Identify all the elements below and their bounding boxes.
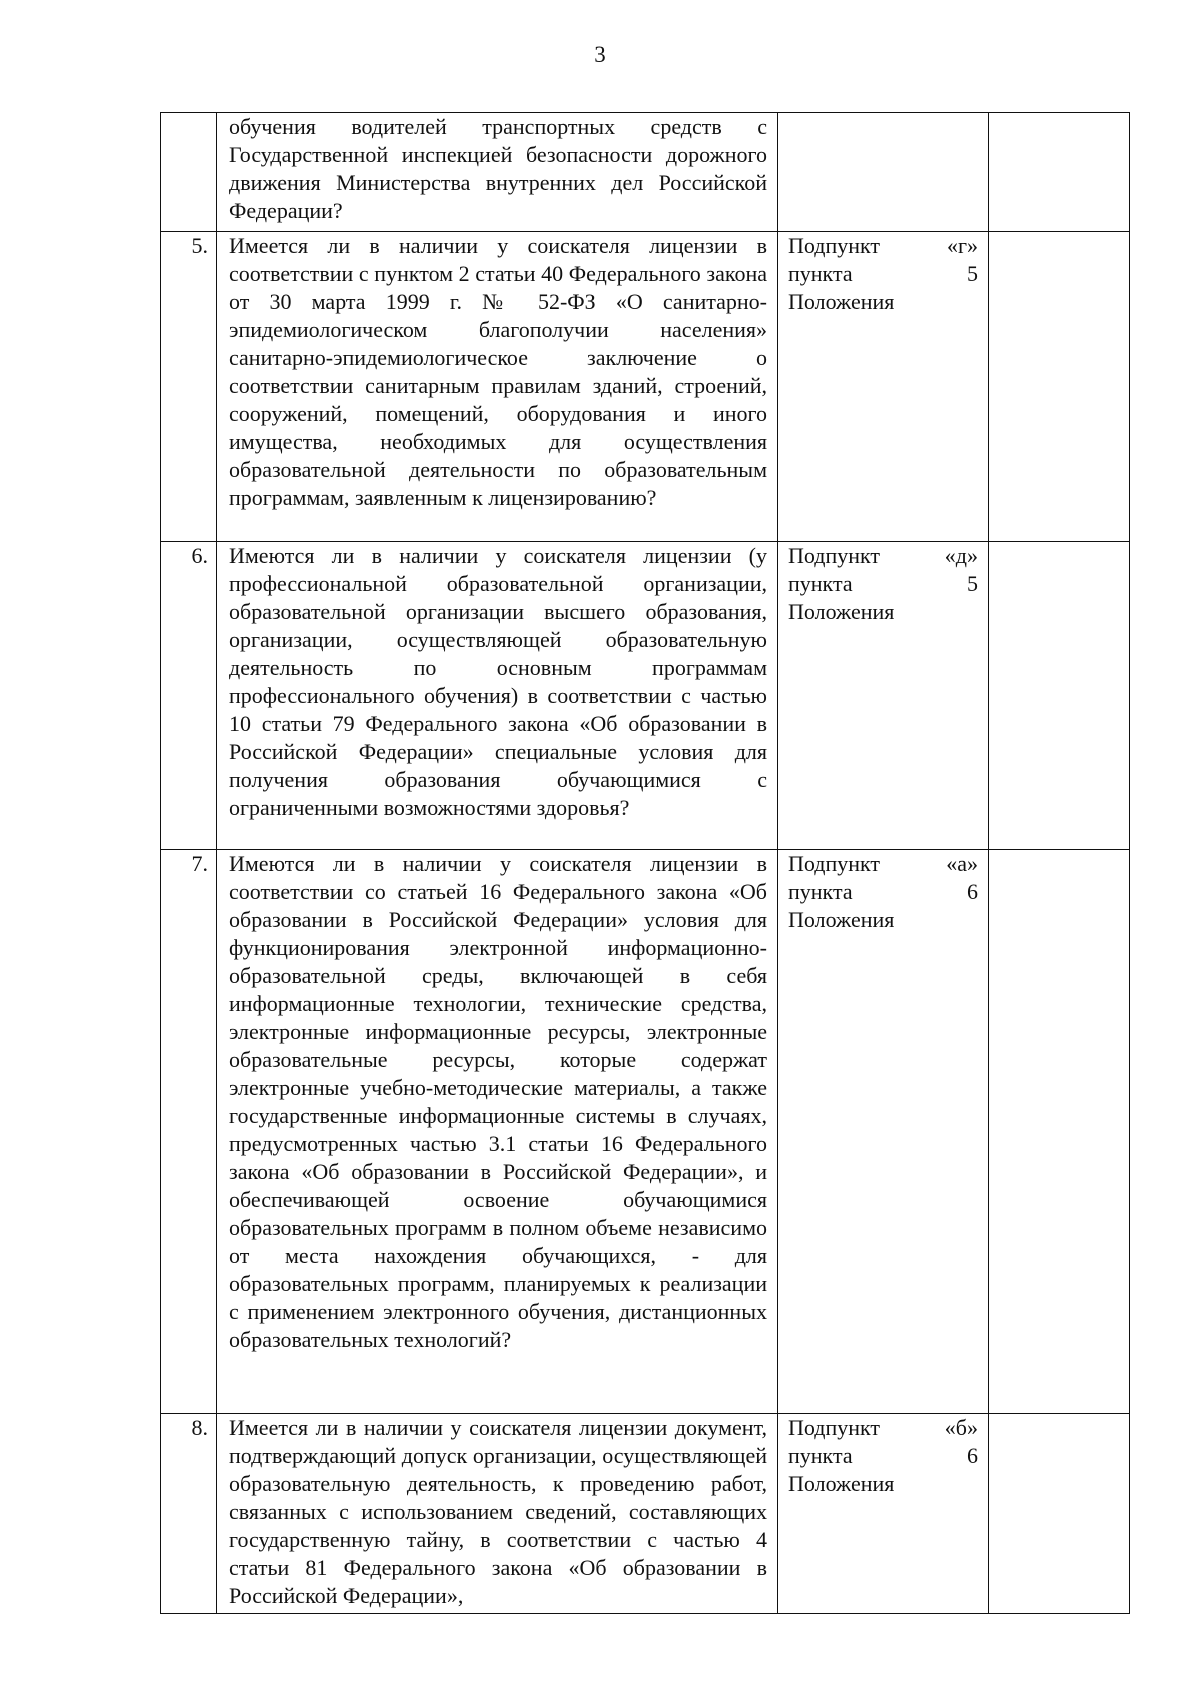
- note-cell: [989, 232, 1130, 542]
- ref-subpoint-word: Подпункт: [788, 1415, 881, 1440]
- table-row: [161, 1414, 1130, 1614]
- row-number: [161, 113, 217, 232]
- question-text: Имеются ли в наличии у соискателя лицензии (у профессиональной образовательной организации, образовательной организации высшего образования, организации, осуществляющей образовательную деятельность по основным программам профессионального обучения) в соответствии с частью 10 статьи 79 Федерального закона «Об образовании в Российской Федерации» специальные условия для получения образования обучающимися с ограниченными возможностями здоровья?: [217, 542, 778, 850]
- question-text: Имеется ли в наличии у соискателя лицензии в соответствии с пунктом 2 статьи 40 Федерального закона от 30 марта 1999 г. № 52-ФЗ «О санитарно-эпидемиологическом благополучии населения» санитарно-эпидемиологическое заключение о соответствии санитарным правилам зданий, строений, сооружений, помещений, оборудования и иного имущества, необходимых для осуществления образовательной деятельности по образовательным программам, заявленным к лицензированию?: [217, 232, 778, 542]
- ref-subpoint-letter: «д»: [944, 543, 978, 568]
- row-number: 7.: [161, 850, 217, 1414]
- ref-point-number: 5: [967, 261, 978, 286]
- table-row: [161, 542, 1130, 850]
- note-cell: [989, 542, 1130, 850]
- reference-cell: [778, 113, 989, 232]
- ref-subpoint-word: Подпункт: [788, 851, 881, 876]
- checklist-table: [160, 112, 1130, 1614]
- ref-document: Положения: [788, 1471, 895, 1496]
- reference-cell: [778, 1414, 989, 1614]
- ref-subpoint-letter: «а»: [946, 851, 978, 876]
- row-number: 6.: [161, 542, 217, 850]
- question-text: обучения водителей транспортных средств с Государственной инспекцией безопасности дорожного движения Министерства внутренних дел Российской Федерации?: [217, 113, 778, 232]
- note-cell: [989, 1414, 1130, 1614]
- question-text: Имеется ли в наличии у соискателя лицензии документ, подтверждающий допуск организации, осуществляющей образовательную деятельность, к проведению работ, связанных с использованием сведений, составляющих государственную тайну, в соответствии с частью 4 статьи 81 Федерального закона «Об образовании в Российской Федерации»,: [217, 1414, 778, 1614]
- ref-subpoint-letter: «б»: [944, 1415, 978, 1440]
- table-row: [161, 850, 1130, 1414]
- ref-document: Положения: [788, 289, 895, 314]
- ref-point-word: пункта: [788, 261, 853, 286]
- table-row: [161, 113, 1130, 232]
- ref-point-word: пункта: [788, 1443, 853, 1468]
- question-text: Имеются ли в наличии у соискателя лицензии в соответствии со статьей 16 Федерального закона «Об образовании в Российской Федерации» условия для функционирования электронной информационно-образовательной среды, включающей в себя информационные технологии, технические средства, электронные информационные ресурсы, электронные образовательные ресурсы, которые содержат электронные учебно-методические материалы, а также государственные информационные системы в случаях, предусмотренных частью 3.1 статьи 16 Федерального закона «Об образовании в Российской Федерации», и обеспечивающей освоение обучающимися образовательных программ в полном объеме независимо от места нахождения обучающихся, - для образовательных программ, планируемых к реализации с применением электронного обучения, дистанционных образовательных технологий?: [217, 850, 778, 1414]
- ref-subpoint-word: Подпункт: [788, 543, 881, 568]
- ref-subpoint-letter: «г»: [946, 233, 978, 258]
- note-cell: [989, 113, 1130, 232]
- reference-cell: [778, 232, 989, 542]
- ref-document: Положения: [788, 907, 895, 932]
- ref-point-number: 5: [967, 571, 978, 596]
- page-number: 3: [594, 42, 606, 67]
- note-cell: [989, 850, 1130, 1414]
- row-number: 5.: [161, 232, 217, 542]
- row-number: 8.: [161, 1414, 217, 1614]
- table-row: [161, 232, 1130, 542]
- ref-point-number: 6: [967, 1443, 978, 1468]
- ref-document: Положения: [788, 599, 895, 624]
- ref-point-number: 6: [967, 879, 978, 904]
- ref-subpoint-word: Подпункт: [788, 233, 881, 258]
- ref-point-word: пункта: [788, 571, 853, 596]
- reference-cell: [778, 850, 989, 1414]
- ref-point-word: пункта: [788, 879, 853, 904]
- reference-cell: [778, 542, 989, 850]
